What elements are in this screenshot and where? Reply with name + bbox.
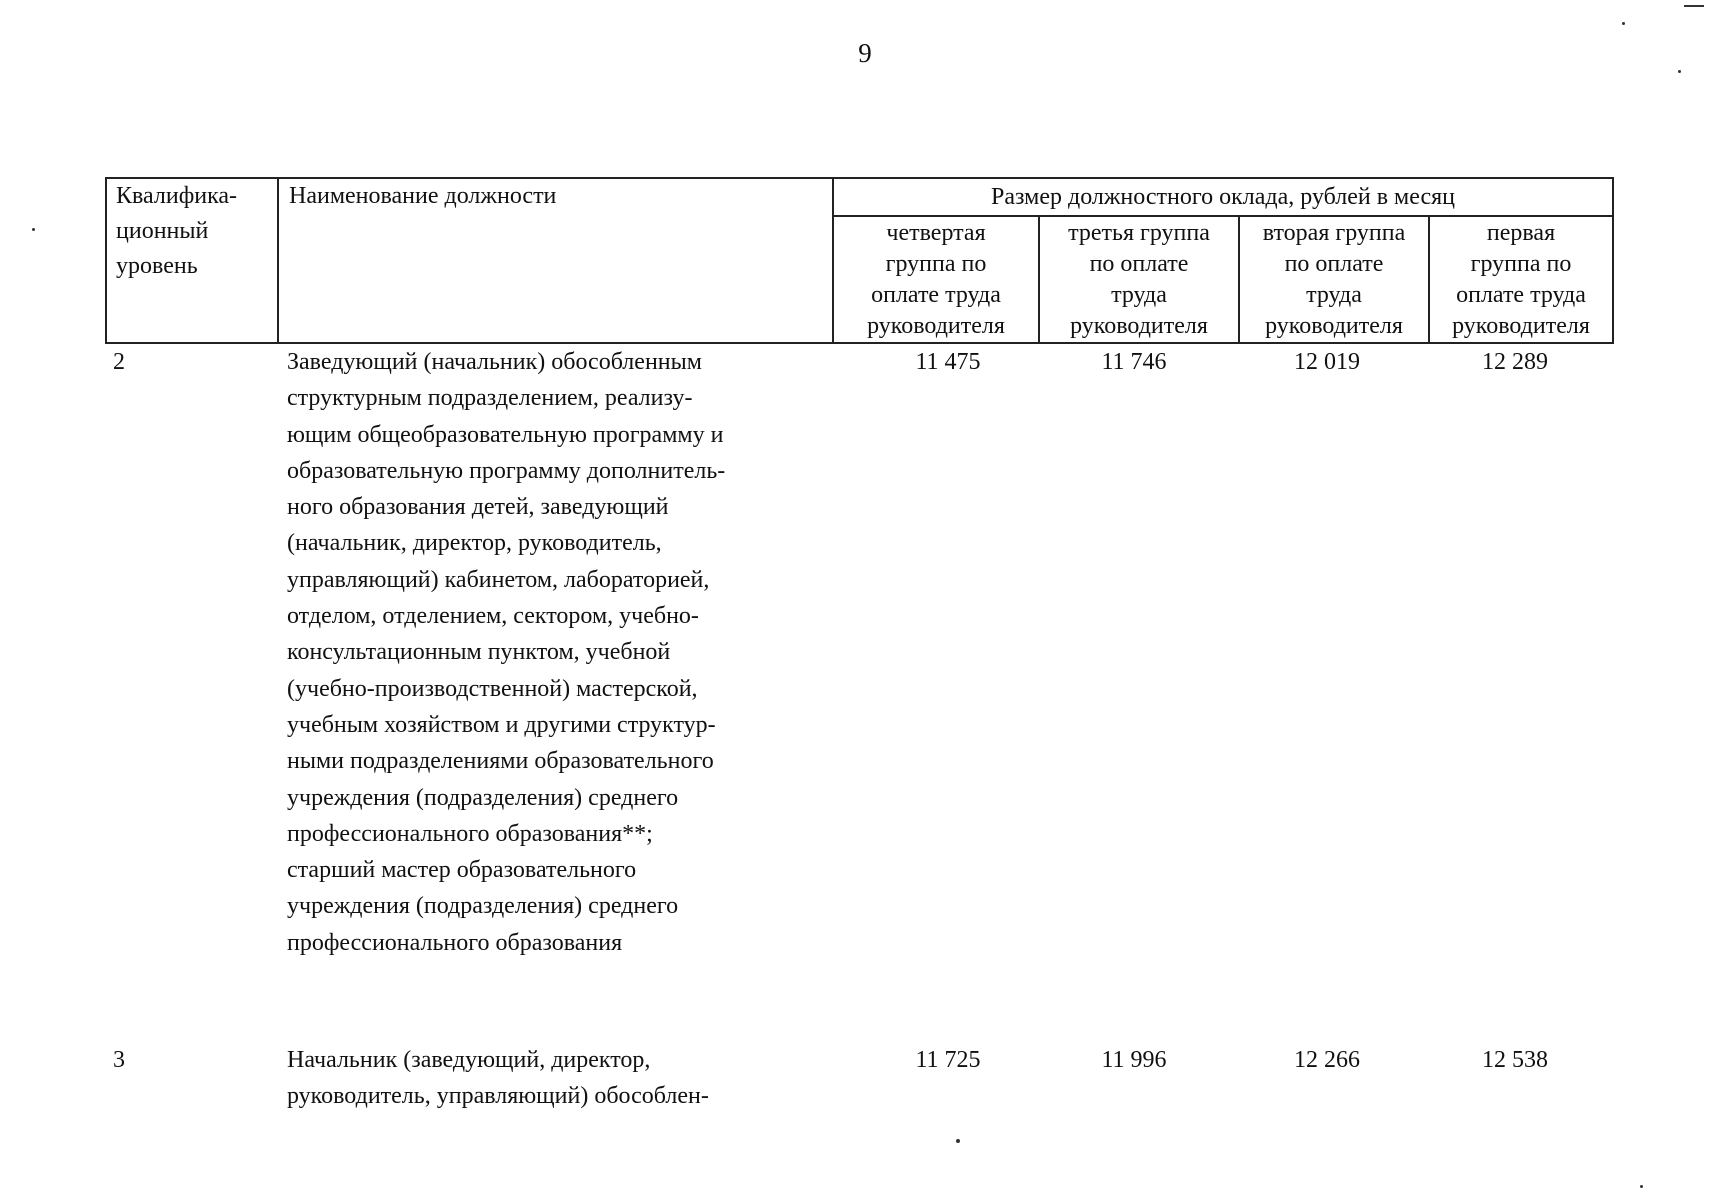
header-salary-size: Размер должностного оклада, рублей в месяц <box>833 178 1613 216</box>
row-salary-group-fourth: 11 725 <box>915 1047 981 1073</box>
scan-speck <box>1622 22 1625 25</box>
row-salary-group-third: 11 746 <box>1101 349 1167 375</box>
row-salary-group-third: 11 996 <box>1101 1047 1167 1073</box>
row-salary-group-fourth: 11 475 <box>915 349 981 375</box>
row-position-name: Начальник (заведующий, директор, руководитель, управляющий) обособлен- <box>287 1047 709 1110</box>
row-salary-group-second: 12 266 <box>1294 1047 1360 1073</box>
header-qualification-level: Квалифика- ционный уровень <box>106 178 278 343</box>
scan-speck <box>956 1139 960 1143</box>
row-salary-group-first: 12 538 <box>1482 1047 1548 1073</box>
scan-speck <box>1640 1185 1643 1188</box>
row-level: 2 <box>113 349 125 375</box>
page-number: 9 <box>858 38 872 68</box>
header-group-first: первая группа по оплате труда руководителя <box>1429 216 1613 343</box>
scan-speck <box>32 228 35 231</box>
row-salary-group-first: 12 289 <box>1482 349 1548 375</box>
header-position-name: Наименование должности <box>278 178 833 343</box>
row-level: 3 <box>113 1047 125 1073</box>
row-position-name: Заведующий (начальник) обособленным структурным подразделением, реализу- ющим общеобразовательную программу и образовательную программу дополнитель- ного образования детей, заведующий (начальник, директор, руководитель, управляющий) кабинетом, лабораторией, отделом, отделением, сектором, учебно- консультационным пунктом, учебной (учебно-производственной) мастерской, учебным хозяйством и другими структур- ными подразделениями образовательного учреждения (подразделения) среднего профессионального образования**; старший мастер образовательного учреждения (подразделения) среднего профессионального образования <box>287 349 726 956</box>
salary-table-header <box>105 177 1614 344</box>
header-group-second: вторая группа по оплате труда руководителя <box>1239 216 1429 343</box>
scan-speck <box>1678 70 1681 73</box>
header-group-fourth: четвертая группа по оплате труда руководителя <box>833 216 1039 343</box>
scan-speck <box>1684 5 1704 7</box>
header-group-third: третья группа по оплате труда руководителя <box>1039 216 1239 343</box>
row-salary-group-second: 12 019 <box>1294 349 1360 375</box>
